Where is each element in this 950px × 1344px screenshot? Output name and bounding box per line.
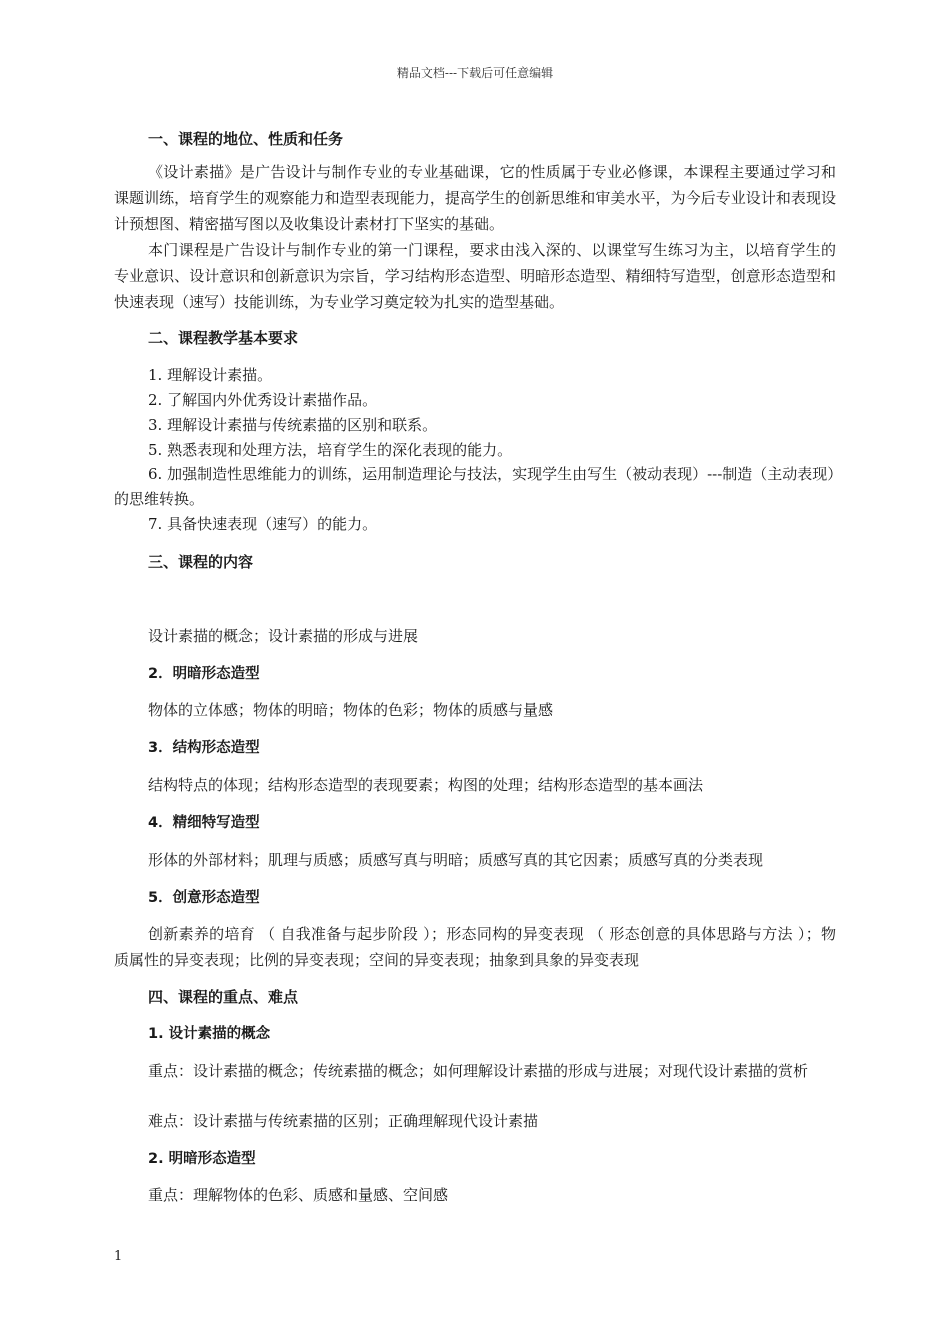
key-point-text: 重点：设计素描的概念；传统素描的概念；如何理解设计素描的形成与进展；对现代设计素描的赏析 (148, 1062, 809, 1080)
section-2-title: 二、课程教学基本要求 (148, 329, 299, 347)
key-points-subheading: 1. 设计素描的概念 (148, 1026, 271, 1042)
requirement-item: 2. 了解国内外优秀设计素描作品。 (148, 391, 378, 409)
requirement-item: 5. 熟悉表现和处理方法，培育学生的深化表现的能力。 (148, 441, 513, 459)
page-number: 1 (114, 1249, 123, 1264)
section-1-paragraph-1: 《设计素描》是广告设计与制作专业的专业基础课，它的性质属于专业必修课，本课程主要通过学习和课题训练，培育学生的观察能力和造型表现能力，提高学生的创新思维和审美水平，为今后专业设计和表现设计预想图、精密描写图以及收集设计素材打下坚实的基础。 (114, 163, 836, 233)
content-subheading: 2．明暗形态造型 (148, 666, 260, 682)
content-subheading: 3．结构形态造型 (148, 740, 260, 756)
requirement-item: 3. 理解设计素描与传统素描的区别和联系。 (148, 416, 438, 434)
content-text: 设计素描的概念；设计素描的形成与进展 (148, 627, 419, 645)
page-header: 精品文档---下载后可任意编辑 (396, 66, 554, 80)
section-1-title: 一、课程的地位、性质和任务 (148, 130, 344, 148)
content-text: 创新素养的培育 （ 自我准备与起步阶段 ）；形态同构的异变表现 （ 形态创意的具体思路与方法 ）；物质属性的异变表现；比例的异变表现；空间的异变表现；抽象到具象的异变表现 (114, 925, 836, 969)
content-subheading: 5．创意形态造型 (148, 890, 260, 906)
requirement-item: 7. 具备快速表现（速写）的能力。 (148, 515, 378, 533)
requirement-item: 6. 加强制造性思维能力的训练，运用制造理论与技法，实现学生由写生（被动表现）---制造（主动表现）的思维转换。 (114, 465, 835, 508)
key-point-text: 重点：理解物体的色彩、质感和量感、空间感 (148, 1186, 449, 1204)
requirement-item: 1. 理解设计素描。 (148, 366, 273, 384)
difficult-point-text: 难点：设计素描与传统素描的区别；正确理解现代设计素描 (148, 1112, 539, 1130)
section-3-title: 三、课程的内容 (148, 553, 254, 571)
content-text: 物体的立体感；物体的明暗；物体的色彩；物体的质感与量感 (148, 701, 554, 719)
key-points-subheading: 2. 明暗形态造型 (148, 1151, 256, 1167)
content-text: 形体的外部材料；肌理与质感；质感写真与明暗；质感写真的其它因素；质感写真的分类表现 (148, 851, 764, 869)
section-4-title: 四、课程的重点、难点 (148, 988, 299, 1006)
section-1-paragraph-2: 本门课程是广告设计与制作专业的第一门课程，要求由浅入深的、以课堂写生练习为主，以培育学生的专业意识、设计意识和创新意识为宗旨，学习结构形态造型、明暗形态造型、精细特写造型，创意形态造型和快速表现（速写）技能训练，为专业学习奠定较为扎实的造型基础。 (114, 241, 836, 311)
content-text: 结构特点的体现；结构形态造型的表现要素；构图的处理；结构形态造型的基本画法 (148, 776, 704, 794)
content-subheading: 4．精细特写造型 (148, 815, 260, 831)
